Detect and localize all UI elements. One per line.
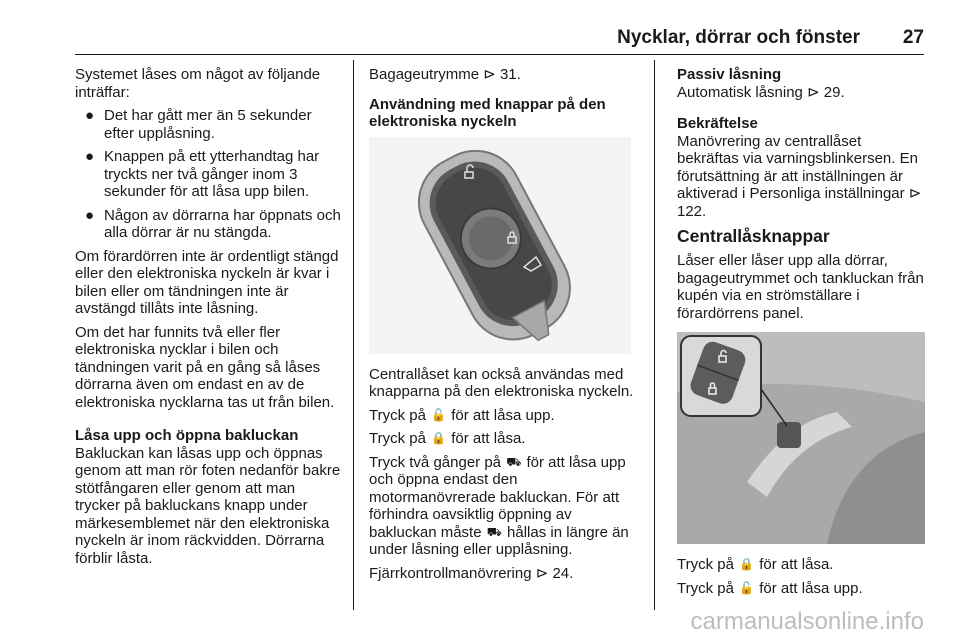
heading-passive-locking: Passiv låsning [677,66,782,83]
column-3 [677,66,927,603]
column-2 [369,66,639,588]
bullet-icon: ● [85,107,95,124]
cross-ref-auto-lock: Automatisk låsning ⊳ 29. [677,83,845,101]
page-header [0,0,960,60]
unlock-icon: 🔓 [739,580,755,595]
heading-unlock-trunk: Låsa upp och öppna bakluckan [75,427,299,444]
paragraph-central-lock-buttons: Låser eller låser upp alla dörrar, bagageutrymmet och tankluckan från kupén via en strömställare i förardörrens panel. [677,252,924,322]
list-item: ● Någon av dörrarna har öppnats och alla dörrar är nu stängda. [85,206,341,241]
heading-central-lock-buttons: Centrallåsknappar [677,226,830,246]
paragraph-confirmation: Manövrering av centrallåset bekräftas via varningsblinkersen. En förutsättning är att inställningen är aktiverad i Personliga inställningar ⊳ 122. [677,132,922,220]
heading-key-buttons: Användning med knappar på den elektroniska nyckeln [369,95,606,130]
trunk-icon: ⛟ [506,454,522,469]
heading-confirmation: Bekräftelse [677,115,758,132]
column-1 [75,66,343,573]
bullet-icon: ● [85,206,95,224]
electronic-key-illustration [369,137,631,354]
paragraph-multiple-keys: Om det har funnits två eller fler elektroniska nycklar i bilen och tändningen varit på en gång så låses dörrarna även om endast en av de elektroniska nycklarna tas ut från bilen. [75,323,335,411]
intro-text: Systemet låses om något av följande inträffar: [75,66,321,101]
column-divider-1 [353,60,354,610]
instruction-lock: Tryck på 🔒 för att låsa. [369,430,526,447]
unlock-icon: 🔓 [431,407,447,422]
instruction-unlock: Tryck på 🔓 för att låsa upp. [369,406,555,424]
watermark: carmanualsonline.info [690,608,924,635]
paragraph-central-lock-key: Centrallåset kan också användas med knapparna på den elektroniska nyckeln. [369,365,634,400]
page-title: Nycklar, dörrar och fönster [617,27,860,48]
instruction-lock: Tryck på 🔒 för att låsa. [677,556,834,573]
paragraph-driver-door: Om förardörren inte är ordentligt stängd eller den elektroniska nyckeln är kvar i bilen eller om tändningen inte är avstängd tillåts inte låsning. [75,247,339,317]
trunk-icon: ⛟ [486,524,502,539]
column-divider-2 [654,60,655,610]
lock-conditions-list [75,107,343,242]
lock-icon: 🔒 [431,431,447,445]
lock-icon: 🔒 [739,557,755,571]
door-switch-illustration [677,332,925,544]
cross-ref-trunk: Bagageutrymme ⊳ 31. [369,66,521,83]
header-rule [75,54,924,55]
page-number: 27 [902,27,924,48]
instruction-trunk: Tryck två gånger på ⛟ för att låsa upp och öppna endast den motormanövrerade bakluckan. För att förhindra oavsiktlig öppning av bakluckan måste ⛟ hållas in längre än under låsning eller upplåsning. [369,453,629,558]
list-item: ● Det har gått mer än 5 sekunder efter upplåsning. [85,107,312,142]
bullet-icon: ● [85,148,95,165]
cross-ref-remote: Fjärrkontrollmanövrering ⊳ 24. [369,564,574,582]
instruction-unlock: Tryck på 🔓 för att låsa upp. [677,579,863,597]
list-item: ● Knappen på ett ytterhandtag har tryckts ner två gånger inom 3 sekunder för att låsa upp bilen. [85,148,320,200]
paragraph-trunk: Bakluckan kan låsas upp och öppnas genom att man rör foten nedanför bakre stötfångaren eller genom att man trycker på bakluckans knapp under märkesemblemet när den elektroniska nyckeln är inom räckvidden. Dörrarna förblir låsta. [75,444,341,567]
